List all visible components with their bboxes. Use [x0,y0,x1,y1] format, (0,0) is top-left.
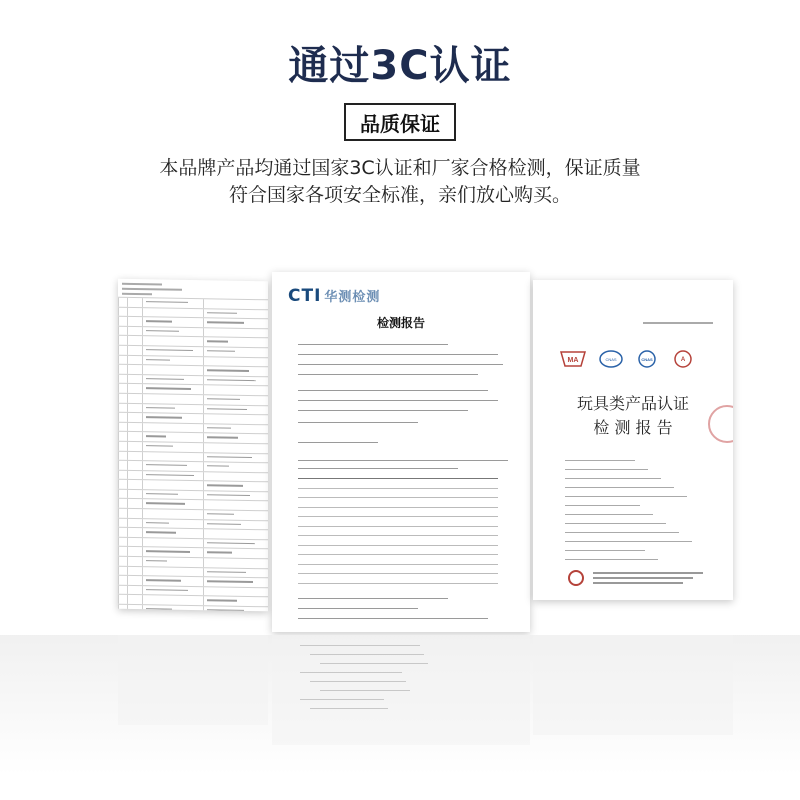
report-table-row [298,498,498,508]
test-table-document [118,279,268,612]
report-table-row [298,574,498,584]
ma-logo-icon [559,350,587,368]
description-line-1: 本品牌产品均通过国家3C认证和厂家合格检测，保证质量 [159,157,641,179]
report-title: 检测报告 [376,316,425,330]
cal-logo-icon [669,350,697,368]
description [0,155,800,209]
report-number [643,322,713,324]
issuer-block [593,572,713,584]
certificate-stage [0,250,800,800]
svg-text:MA: MA [567,357,579,364]
svg-text:A: A [680,357,686,363]
seal-icon [568,570,584,586]
cnas-round-logo-icon [633,350,661,368]
report-table-row [298,517,498,527]
report-table-row [298,555,498,565]
description-line-2: 符合国家各项安全标准，亲们放心购买。 [228,184,571,206]
cnas-logo-icon [597,350,625,368]
report-table-row [298,536,498,546]
report-table-row [298,527,498,537]
cti-report-document [272,272,530,632]
report-table-row [298,489,498,499]
page-title: 通过3C认证 [288,43,512,89]
certification-title: 玩具类产品认证 检 测 报 告 [576,394,689,437]
table-doc-rows [118,297,268,612]
svg-text:CNAS: CNAS [641,357,653,362]
report-table-row [298,546,498,556]
report-result-table [298,478,498,584]
cti-logo: CTI 华测检测 [288,286,381,306]
certification-report-document [533,280,733,600]
document-reflection [0,635,800,800]
svg-text:CNAS: CNAS [605,357,617,362]
quality-badge: 品质保证 [344,103,456,141]
report-table-row [298,508,498,518]
report-table-row [298,479,498,489]
report-table-row [298,565,498,575]
